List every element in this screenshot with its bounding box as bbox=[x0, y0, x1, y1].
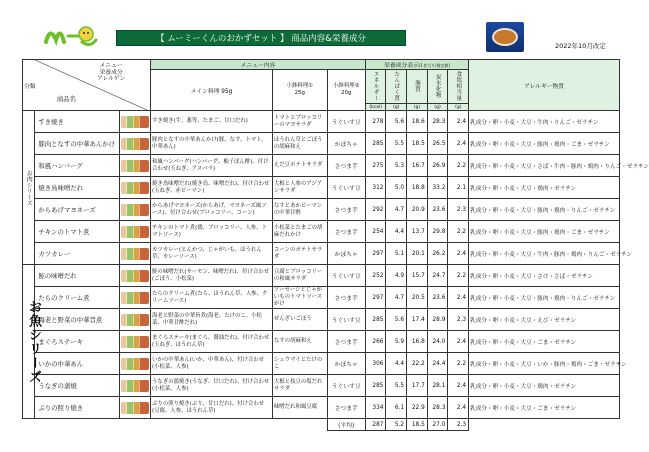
fat-value: 17.7 bbox=[407, 375, 428, 397]
energy-value: 312 bbox=[365, 177, 386, 199]
allergy-header: アレルギー物質 bbox=[469, 60, 620, 111]
fat-value: 18.5 bbox=[407, 133, 428, 155]
side-dish-2: さつま芋 bbox=[327, 221, 365, 243]
energy-value: 252 bbox=[365, 265, 386, 287]
main-dish-header: メイン料理 95g bbox=[151, 70, 273, 111]
side-dish-1: ソーセージとじゃがいものトマトソースがけ bbox=[272, 287, 327, 309]
protein-value: 4.7 bbox=[386, 287, 407, 309]
product-name: チキンのトマト煮 bbox=[35, 221, 120, 243]
fat-value: 17.4 bbox=[407, 309, 428, 331]
energy-value: 285 bbox=[365, 133, 386, 155]
salt-value: 2.2 bbox=[448, 353, 469, 375]
table-row bbox=[23, 221, 620, 243]
average-row bbox=[23, 419, 620, 431]
fat-value: 20.5 bbox=[407, 287, 428, 309]
allergy-list: 乳成分・卵・小麦・大豆・豚肉・鶏肉・ごま・ゼラチン bbox=[469, 221, 620, 243]
protein-header: たんぱく質 bbox=[386, 70, 407, 104]
side-dish-1: 味噌だれ和風豆腐 bbox=[272, 397, 327, 419]
product-name: 焼き鳥味噌だれ bbox=[35, 177, 120, 199]
carb-value: 24.0 bbox=[427, 331, 448, 353]
side-dish-2: うぐいす豆 bbox=[327, 177, 365, 199]
salt-value: 2.4 bbox=[448, 375, 469, 397]
side-dish-1: 大根と枝豆の塩だれサラダ bbox=[272, 375, 327, 397]
side-dish-1: コーンのポテトサラダ bbox=[272, 243, 327, 265]
carb-value: 28.3 bbox=[427, 111, 448, 133]
average-trailing bbox=[469, 419, 620, 431]
main-dish: 焼き鳥味噌だれ(焼き鳥、味噌だれ)、付け合わせ(玉ねぎ、赤ピーマン) bbox=[151, 177, 273, 199]
nutrition-table bbox=[22, 59, 649, 431]
bento-photo bbox=[120, 331, 151, 353]
product-name: まぐろステーキ bbox=[35, 331, 120, 353]
fat-value: 13.7 bbox=[407, 221, 428, 243]
average-protein: 5.2 bbox=[386, 419, 407, 431]
energy-unit: (kcal) bbox=[365, 104, 386, 111]
protein-value: 5.1 bbox=[386, 243, 407, 265]
bento-photo bbox=[120, 155, 151, 177]
main-dish: 鮭の味噌だれ(サーモン、味噌だれ)、付け合わせ(ごぼう、小松菜) bbox=[151, 265, 273, 287]
menu-axis-label: メニュー bbox=[99, 63, 123, 69]
fat-header: 脂質 bbox=[407, 70, 428, 104]
salt-unit: (g) bbox=[448, 104, 469, 111]
carb-value: 28.3 bbox=[427, 397, 448, 419]
fat-value: 16.8 bbox=[407, 331, 428, 353]
fat-value: 20.9 bbox=[407, 199, 428, 221]
bento-photo bbox=[120, 199, 151, 221]
main-dish: うなぎの蒲焼き(うなぎ、甘口だれ)、付け合わせ(小松菜、人参) bbox=[151, 375, 273, 397]
allergy-list: 乳成分・卵・小麦・大豆・えび・ゼラチン bbox=[469, 309, 620, 331]
carb-value: 26.2 bbox=[427, 243, 448, 265]
carb-unit: (g) bbox=[427, 104, 448, 111]
salt-value: 2.2 bbox=[448, 155, 469, 177]
bento-photo bbox=[120, 243, 151, 265]
protein-value: 5.9 bbox=[386, 331, 407, 353]
side-dish-1: なすの胡麻和え bbox=[272, 331, 327, 353]
side-dish-2: さつま芋 bbox=[327, 199, 365, 221]
side-dish-2: さつま芋 bbox=[327, 331, 365, 353]
product-name: カツカレー bbox=[35, 243, 120, 265]
side-dish-2: うぐいす豆 bbox=[327, 309, 365, 331]
salt-value: 2.2 bbox=[448, 265, 469, 287]
side-dish-1: 大根と人参のアジアンサラダ bbox=[272, 177, 327, 199]
average-carb: 27.0 bbox=[427, 419, 448, 431]
product-name: いかの中華あん bbox=[35, 353, 120, 375]
main-dish: すき焼き(牛、葱等、たまご、甘口だれ) bbox=[151, 111, 273, 133]
product-name: 鮭の味噌だれ bbox=[35, 265, 120, 287]
energy-value: 285 bbox=[365, 375, 386, 397]
table-row bbox=[23, 287, 620, 309]
salt-value: 2.3 bbox=[448, 309, 469, 331]
side-dish-2: さつま芋 bbox=[327, 155, 365, 177]
fat-value: 18.6 bbox=[407, 111, 428, 133]
protein-value: 6.1 bbox=[386, 397, 407, 419]
salt-value: 2.4 bbox=[448, 133, 469, 155]
protein-value: 5.6 bbox=[386, 111, 407, 133]
energy-value: 285 bbox=[365, 309, 386, 331]
table-row bbox=[23, 133, 620, 155]
average-label: (平均) bbox=[327, 419, 365, 431]
nutrition-axis-label: 栄養成分 bbox=[99, 69, 123, 76]
energy-value: 292 bbox=[365, 199, 386, 221]
table-row bbox=[23, 331, 620, 353]
salt-value: 2.4 bbox=[448, 287, 469, 309]
carb-value: 26.5 bbox=[427, 133, 448, 155]
product-name: うなぎの蒲焼 bbox=[35, 375, 120, 397]
bento-photo bbox=[120, 397, 151, 419]
table-row bbox=[23, 199, 620, 221]
table-row bbox=[23, 309, 620, 331]
allergy-list: 乳成分・卵・小麦・大豆・鶏肉・ゼラチン bbox=[469, 375, 620, 397]
allergy-list: 乳成分・卵・小麦・大豆・豚肉・鶏肉・ごま・ゼラチン bbox=[469, 133, 620, 155]
carb-value: 29.8 bbox=[427, 221, 448, 243]
table-row bbox=[23, 177, 620, 199]
protein-unit: (g) bbox=[386, 104, 407, 111]
side-dish-2: うぐいす豆 bbox=[327, 111, 365, 133]
protein-value: 4.9 bbox=[386, 265, 407, 287]
salt-value: 2.3 bbox=[448, 199, 469, 221]
energy-value: 266 bbox=[365, 331, 386, 353]
side-dish-2: かぼちゃ bbox=[327, 353, 365, 375]
carb-value: 24.4 bbox=[427, 353, 448, 375]
side1-header: 小鉢料理① 25g bbox=[272, 70, 327, 111]
bento-photo bbox=[120, 309, 151, 331]
bento-photo bbox=[120, 221, 151, 243]
product-name: すき焼き bbox=[35, 111, 120, 133]
average-energy: 287 bbox=[365, 419, 386, 431]
main-dish: まぐろステーキ(まぐろ、醤油だれ)、付け合わせ(玉ねぎ、ほうれん草) bbox=[151, 331, 273, 353]
product-name-header: 商品名 bbox=[56, 95, 77, 103]
fish-series-label-text: お魚シリーズ bbox=[26, 299, 41, 384]
side-dish-2: うぐいす豆 bbox=[327, 265, 365, 287]
salt-value: 2.4 bbox=[448, 331, 469, 353]
fat-value: 16.7 bbox=[407, 155, 428, 177]
carb-value: 26.9 bbox=[427, 155, 448, 177]
salt-value: 2.4 bbox=[448, 243, 469, 265]
bento-photo bbox=[120, 111, 151, 133]
moomy-logo bbox=[42, 20, 98, 50]
main-dish: 豚肉となすの中華あんかけ(豚、なす、トマト、中華あん) bbox=[151, 133, 273, 155]
revision-date: 2022年10月改定 bbox=[555, 42, 606, 50]
fat-value: 20.1 bbox=[407, 243, 428, 265]
allergy-list: 乳成分・卵・小麦・大豆・いか・豚肉・鶏肉・ごま・ゼラチン bbox=[469, 353, 620, 375]
salt-value: 2.1 bbox=[448, 177, 469, 199]
energy-header: エネルギー bbox=[365, 70, 386, 104]
protein-value: 4.7 bbox=[386, 199, 407, 221]
carb-value: 28.9 bbox=[427, 309, 448, 331]
side-dish-2: さつま芋 bbox=[327, 397, 365, 419]
side2-header: 小鉢料理② 20g bbox=[327, 70, 365, 111]
allergen-axis-label: アレルゲン bbox=[96, 76, 126, 82]
bento-photo bbox=[120, 265, 151, 287]
side-dish-1: シュウマイとたけのこ bbox=[272, 353, 327, 375]
meat-series-label-text: お肉シリーズ bbox=[25, 169, 33, 206]
fat-value: 22.2 bbox=[407, 353, 428, 375]
energy-value: 334 bbox=[365, 397, 386, 419]
salt-value: 2.4 bbox=[448, 397, 469, 419]
allergy-list: 乳成分・卵・小麦・大豆・牛肉・りんご・ゼラチン bbox=[469, 111, 620, 133]
energy-value: 297 bbox=[365, 243, 386, 265]
average-spacer bbox=[23, 419, 328, 431]
protein-value: 4.4 bbox=[386, 221, 407, 243]
bunrui-header: 分類 bbox=[23, 60, 35, 111]
carb-value: 28.1 bbox=[427, 375, 448, 397]
allergy-list: 乳成分・卵・小麦・大豆・豚肉・鶏肉・りんご・ゼラチン bbox=[469, 287, 620, 309]
product-name: ぶりの照り焼き bbox=[35, 397, 120, 419]
side-dish-1: トマトとブロッコリーのマヨサラダ bbox=[272, 111, 327, 133]
side-dish-2: かぼちゃ bbox=[327, 133, 365, 155]
side-dish-1: なすとあかピーマンの中華甘酢 bbox=[272, 199, 327, 221]
energy-value: 275 bbox=[365, 155, 386, 177]
average-salt: 2.3 bbox=[448, 419, 469, 431]
table-row bbox=[23, 111, 620, 133]
allergy-list: 乳成分・卵・小麦・大豆・豚肉・鶏肉・りんご・ゼラチン bbox=[469, 199, 620, 221]
main-dish: カツカレー(とんかつ、じゃがいも、ほうれん草、カレーソース) bbox=[151, 243, 273, 265]
carb-value: 33.2 bbox=[427, 177, 448, 199]
protein-value: 5.5 bbox=[386, 133, 407, 155]
protein-value: 5.5 bbox=[386, 375, 407, 397]
average-fat: 18.5 bbox=[407, 419, 428, 431]
table-row bbox=[23, 155, 620, 177]
main-dish: ぶりの照り焼き(ぶり、甘口だれ)、付け合わせ(豆腐、人参、ほうれん草) bbox=[151, 397, 273, 419]
side-dish-2: かぼちゃ bbox=[327, 243, 365, 265]
salt-value: 2.2 bbox=[448, 221, 469, 243]
side-dish-1: えだ豆ポテトサラダ bbox=[272, 155, 327, 177]
energy-value: 278 bbox=[365, 111, 386, 133]
page-title: 【 ムーミーくんのおかずセット 】 商品内容&栄養成分 bbox=[116, 30, 406, 46]
bento-photo bbox=[120, 177, 151, 199]
product-name: からあげマヨネーズ bbox=[35, 199, 120, 221]
table-row bbox=[23, 353, 620, 375]
fat-value: 15.7 bbox=[407, 265, 428, 287]
allergy-list: 乳成分・卵・小麦・大豆・ごま・ゼラチン bbox=[469, 331, 620, 353]
allergy-list: 乳成分・卵・小麦・大豆・ごま・ゼラチン bbox=[469, 397, 620, 419]
carb-header: 炭水化物 bbox=[427, 70, 448, 104]
meat-series-label bbox=[23, 111, 35, 265]
main-dish: チキンのトマト煮(鶏、ブロッコリー、人参、トマトソース) bbox=[151, 221, 273, 243]
energy-value: 306 bbox=[365, 353, 386, 375]
table-row bbox=[23, 375, 620, 397]
product-name: たらのクリーム煮 bbox=[35, 287, 120, 309]
carb-value: 24.7 bbox=[427, 265, 448, 287]
energy-value: 254 bbox=[365, 221, 386, 243]
product-name: 和風ハンバーグ bbox=[35, 155, 120, 177]
protein-value: 5.6 bbox=[386, 309, 407, 331]
protein-value: 4.4 bbox=[386, 353, 407, 375]
side-dish-1: 豆腐とブロッコリーの和風サラダ bbox=[272, 265, 327, 287]
nutrition-header: 栄養成分表示(1食当り/推定値) bbox=[365, 60, 468, 70]
fat-value: 18.8 bbox=[407, 177, 428, 199]
table-row bbox=[23, 265, 620, 287]
main-dish: たらのクリーム煮(たら、ほうれん草、人参、クリームソース) bbox=[151, 287, 273, 309]
side-dish-1: 小松菜とたまごの胡麻だれかけ bbox=[272, 221, 327, 243]
side-dish-1: ほうれん草とごぼうの胡麻和え bbox=[272, 133, 327, 155]
product-package-image bbox=[486, 22, 524, 52]
main-dish: 和風ハンバーグ(ハンバーグ、柚子ぽん酢)、付け合わせ(玉ねぎ、アスパラ) bbox=[151, 155, 273, 177]
table-row bbox=[23, 243, 620, 265]
allergy-list: 乳成分・卵・小麦・大豆・牛肉・豚肉・鶏肉・りんご・ゼラチン bbox=[469, 243, 620, 265]
menu-content-header: メニュー内容 bbox=[151, 60, 366, 70]
product-name: 豚肉となすの中華あんかけ bbox=[35, 133, 120, 155]
bento-photo bbox=[120, 375, 151, 397]
bento-photo bbox=[120, 353, 151, 375]
side-dish-2: さつま芋 bbox=[327, 287, 365, 309]
fat-unit: (g) bbox=[407, 104, 428, 111]
diagonal-header bbox=[35, 60, 151, 111]
allergy-list: 乳成分・卵・小麦・大豆・さけ・さば・ゼラチン bbox=[469, 265, 620, 287]
carb-value: 23.6 bbox=[427, 199, 448, 221]
bento-photo bbox=[120, 287, 151, 309]
salt-value: 2.4 bbox=[448, 111, 469, 133]
protein-value: 5.0 bbox=[386, 177, 407, 199]
allergy-list: 乳成分・卵・小麦・大豆・鶏肉・ゼラチン bbox=[469, 177, 620, 199]
salt-header: 食塩相当量 bbox=[448, 70, 469, 104]
fish-series-label bbox=[23, 265, 41, 419]
main-dish: いかの中華あん(いか、中華あん)、付け合わせ(小松菜、人参) bbox=[151, 353, 273, 375]
carb-value: 23.6 bbox=[427, 287, 448, 309]
main-dish: からあげマヨネーズ(からあげ、マヨネーズ風ソース)、付け合わせ(ブロッコリー、コーン) bbox=[151, 199, 273, 221]
fat-value: 22.9 bbox=[407, 397, 428, 419]
allergy-list: 乳成分・卵・小麦・大豆・さば・牛肉・豚肉・鶏肉・りんご・ゼラチン bbox=[469, 155, 620, 177]
product-name: 海老と野菜の中華旨煮 bbox=[35, 309, 120, 331]
table-row bbox=[23, 397, 620, 419]
side-dish-2: うぐいす豆 bbox=[327, 375, 365, 397]
side-dish-1: ぜんざいごぼう bbox=[272, 309, 327, 331]
bento-photo bbox=[120, 133, 151, 155]
energy-value: 297 bbox=[365, 287, 386, 309]
protein-value: 5.3 bbox=[386, 155, 407, 177]
main-dish: 海老と野菜の中華旨煮(海老、たけのこ、小松菜、中華甘酢だれ) bbox=[151, 309, 273, 331]
